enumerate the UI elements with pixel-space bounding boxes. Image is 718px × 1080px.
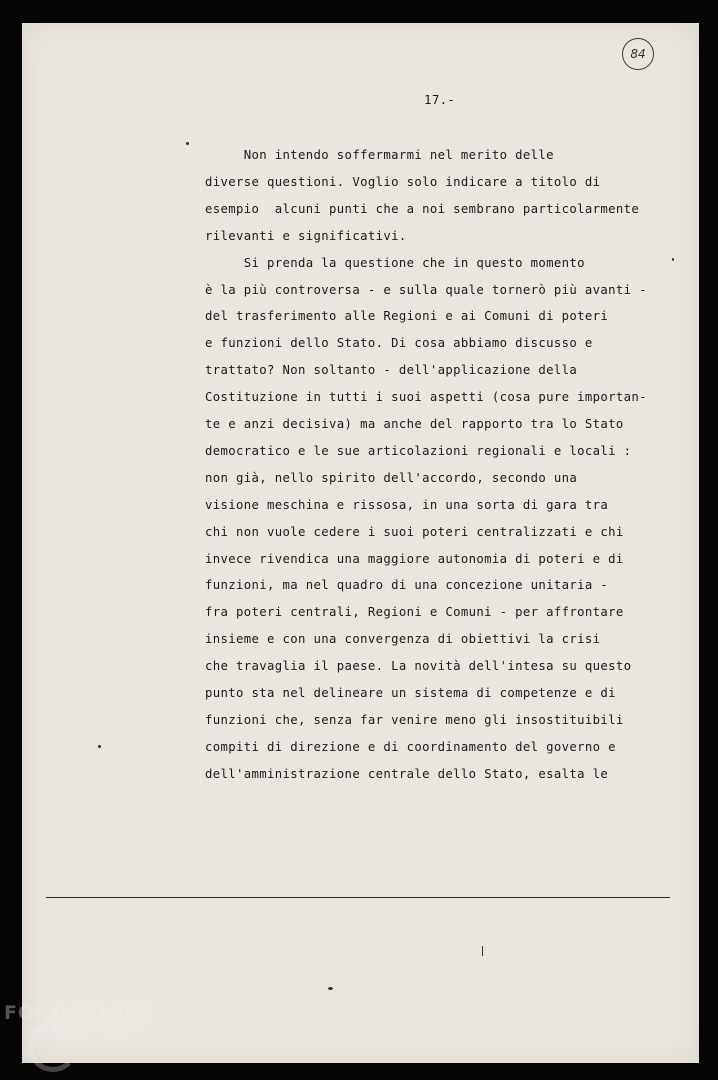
- text-line: del trasferimento alle Regioni e ai Comuni di poteri: [205, 309, 609, 324]
- fondazione-gramsci-watermark: [4, 1002, 172, 1059]
- text-line: funzioni che, senza far venire meno gli insostituibili: [205, 712, 624, 727]
- text-line: Costituzione in tutti i suoi aspetti (cosa pure importan-: [205, 390, 647, 405]
- paper-speck: [328, 987, 333, 990]
- gramsci-logo-icon: [28, 1022, 78, 1072]
- paper-speck: [482, 946, 483, 956]
- text-line: non già, nello spirito dell'accordo, secondo una: [205, 470, 578, 485]
- text-line: rilevanti e significativi.: [205, 228, 407, 243]
- watermark-line1: FONDAZIONE: [4, 1002, 156, 1024]
- text-line: e funzioni dello Stato. Di cosa abbiamo discusso e: [205, 336, 593, 351]
- text-line: dell'amministrazione centrale dello Stato, esalta le: [205, 766, 609, 781]
- horizontal-rule: [46, 897, 670, 898]
- text-line: funzioni, ma nel quadro di una concezione unitaria -: [205, 578, 609, 593]
- paper-speck: [672, 258, 674, 261]
- text-line: fra poteri centrali, Regioni e Comuni - per affrontare: [205, 605, 624, 620]
- text-line: diverse questioni. Voglio solo indicare a titolo di: [205, 174, 601, 189]
- text-line: visione meschina e rissosa, in una sorta di gara tra: [205, 497, 609, 512]
- text-line: che travaglia il paese. La novità dell'intesa su questo: [205, 659, 632, 674]
- text-line: chi non vuole cedere i suoi poteri centralizzati e chi: [205, 524, 624, 539]
- page-number: 17.-: [424, 92, 456, 107]
- text-line: è la più controversa - e sulla quale tornerò più avanti -: [205, 282, 647, 297]
- paper-speck: [186, 142, 189, 145]
- text-line: punto sta nel delineare un sistema di competenze e di: [205, 686, 616, 700]
- text-line: te e anzi decisiva) ma anche del rapporto tra lo Stato: [205, 417, 624, 431]
- watermark-line2: GRAMSCI: [34, 1022, 140, 1044]
- text-line: democratico e le sue articolazioni regionali e locali :: [205, 443, 632, 458]
- text-line: invece rivendica una maggiore autonomia di poteri e di: [205, 551, 624, 566]
- text-line: compiti di direzione e di coordinamento del governo e: [205, 739, 616, 754]
- archive-number: 84: [630, 47, 646, 61]
- text-line: Si prenda la questione che in questo momento: [205, 255, 585, 270]
- watermark-suffix: onlus: [150, 1050, 172, 1059]
- text-line: trattato? Non soltanto - dell'applicazione della: [205, 363, 578, 378]
- text-line: esempio alcuni punti che a noi sembrano particolarmente: [205, 201, 640, 216]
- text-line: insieme e con una convergenza di obiettivi la crisi: [205, 632, 601, 647]
- paper-speck: [98, 745, 101, 748]
- text-line: Non intendo soffermarmi nel merito delle: [205, 148, 554, 162]
- archive-number-stamp: [622, 38, 654, 70]
